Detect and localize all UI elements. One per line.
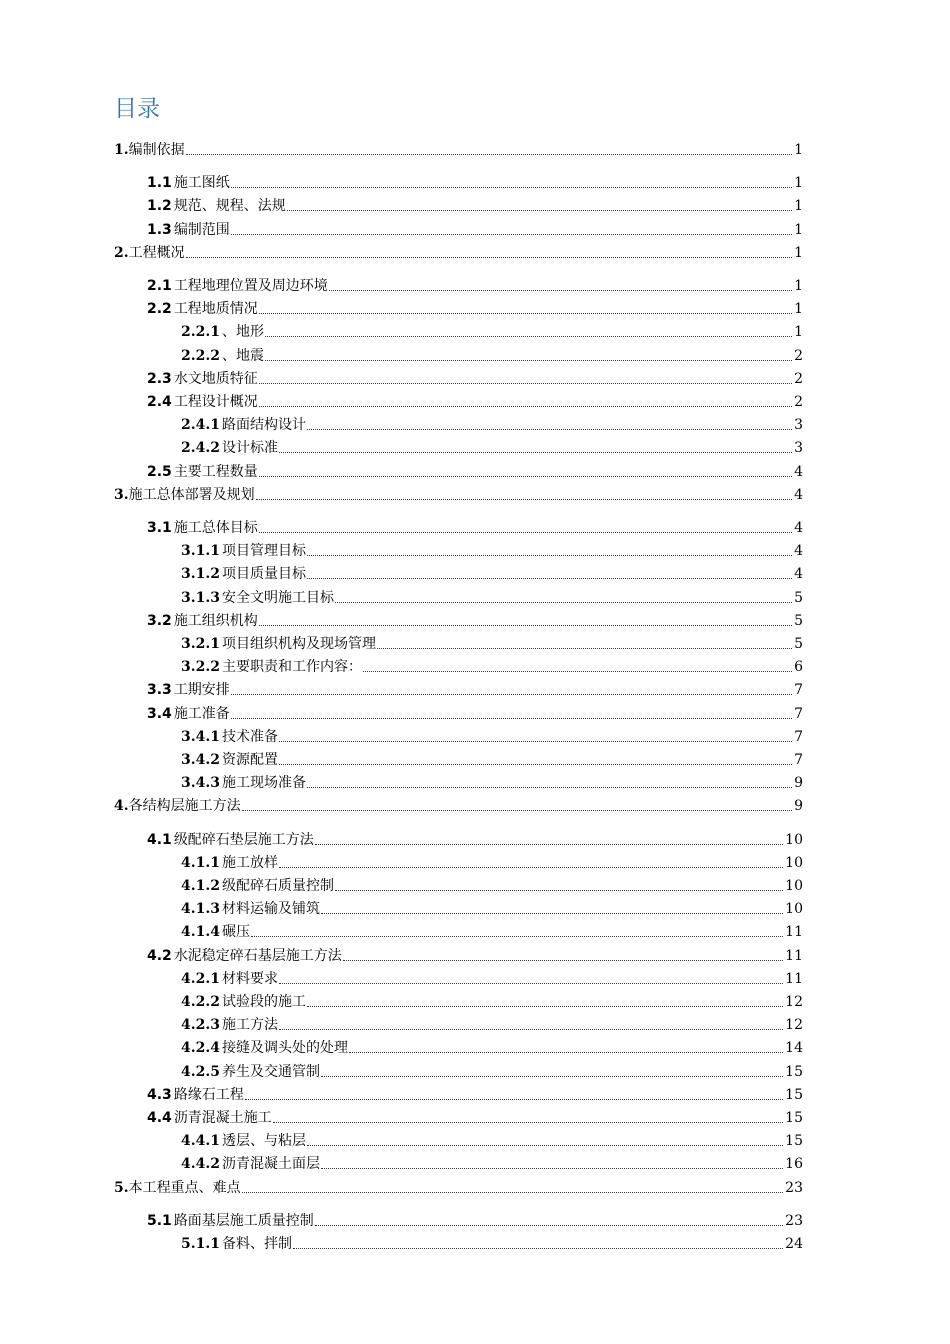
toc-entry[interactable] <box>181 1039 803 1057</box>
toc-entry-number: 3.3 <box>147 682 172 698</box>
toc-entry-number: 2.4 <box>147 394 172 410</box>
toc-entry-number: 3.4 <box>147 706 172 722</box>
toc-dot-leader <box>287 209 792 211</box>
toc-entry-number: 5. <box>114 1180 129 1196</box>
toc-page-number: 1 <box>794 222 803 238</box>
toc-dot-leader <box>251 935 783 937</box>
toc-dot-leader <box>265 335 792 337</box>
toc-page-number: 23 <box>785 1213 803 1229</box>
toc-page-number: 11 <box>785 924 803 940</box>
toc-entry-title: 编制依据 <box>128 142 185 158</box>
toc-entry-number: 2.2.2 <box>181 348 220 364</box>
toc-dot-leader <box>307 428 792 430</box>
toc-entry[interactable] <box>181 854 803 872</box>
toc-entry-title: 材料运输及铺筑 <box>221 901 320 917</box>
toc-entry-title: 路面结构设计 <box>221 417 306 433</box>
toc-dot-leader <box>279 740 792 742</box>
toc-entry-number: 4. <box>114 798 129 814</box>
toc-entry[interactable] <box>147 221 803 239</box>
toc-entry[interactable] <box>181 589 803 607</box>
toc-entry-title: 工程地质情况 <box>173 301 258 317</box>
toc-page-number: 15 <box>785 1133 803 1149</box>
toc-entry-title: 级配碎石质量控制 <box>221 878 334 894</box>
toc-page-number: 15 <box>785 1087 803 1103</box>
toc-entry-title: 规范、规程、法规 <box>173 198 286 214</box>
toc-dot-leader <box>265 359 792 361</box>
toc-dot-leader <box>259 382 792 384</box>
toc-entry-title: 试验段的施工 <box>221 994 306 1010</box>
toc-entry[interactable] <box>147 1212 803 1230</box>
toc-page-number: 10 <box>785 832 803 848</box>
toc-entry[interactable] <box>147 519 803 537</box>
toc-page-number: 7 <box>794 729 803 745</box>
toc-dot-leader <box>377 647 792 649</box>
toc-dot-leader <box>279 866 783 868</box>
toc-entry-title: 、地震 <box>221 348 264 364</box>
toc-entry-number: 4.1 <box>147 832 172 848</box>
toc-dot-leader <box>259 531 792 533</box>
toc-entry[interactable] <box>114 797 803 815</box>
toc-entry-number: 4.2 <box>147 948 172 964</box>
toc-entry-number: 1.2 <box>147 198 172 214</box>
toc-entry-title: 施工现场准备 <box>221 775 306 791</box>
toc-entry-title: 主要职责和工作内容： <box>221 659 362 675</box>
toc-page-number: 10 <box>785 901 803 917</box>
toc-entry-number: 2.2 <box>147 301 172 317</box>
toc-entry-title: 水泥稳定碎石基层施工方法 <box>173 948 342 964</box>
toc-dot-leader <box>293 1247 783 1249</box>
toc-entry-number: 3. <box>114 487 129 503</box>
toc-dot-leader <box>279 451 792 453</box>
toc-dot-leader <box>186 256 792 258</box>
toc-entry-title: 碾压 <box>221 924 250 940</box>
toc-entry[interactable] <box>181 658 803 676</box>
toc-dot-leader <box>315 1224 783 1226</box>
toc-dot-leader <box>335 601 792 603</box>
toc-entry-title: 主要工程数量 <box>173 464 258 480</box>
toc-entry-number: 2.2.1 <box>181 324 220 340</box>
toc-page-number: 1 <box>794 278 803 294</box>
toc-page-number: 2 <box>794 348 803 364</box>
toc-entry-title: 工期安排 <box>173 682 230 698</box>
toc-page-number: 1 <box>794 175 803 191</box>
toc-entry-title: 路面基层施工质量控制 <box>173 1213 314 1229</box>
toc-entry-title: 编制范围 <box>173 222 230 238</box>
toc-page-number: 4 <box>794 543 803 559</box>
toc-entry-number: 3.4.3 <box>181 775 220 791</box>
toc-entry[interactable] <box>181 900 803 918</box>
toc-entry[interactable] <box>181 1132 803 1150</box>
toc-entry-number: 4.1.2 <box>181 878 220 894</box>
toc-entry-number: 4.1.3 <box>181 901 220 917</box>
toc-entry-number: 4.2.3 <box>181 1017 220 1033</box>
toc-entry-number: 4.4.1 <box>181 1133 220 1149</box>
toc-page-number: 11 <box>785 971 803 987</box>
toc-entry-number: 4.1.1 <box>181 855 220 871</box>
toc-entry[interactable] <box>114 244 803 262</box>
toc-entry-title: 施工准备 <box>173 706 230 722</box>
toc-dot-leader <box>231 693 792 695</box>
toc-entry-title: 沥青混凝土施工 <box>173 1110 272 1126</box>
toc-page-number: 2 <box>794 371 803 387</box>
toc-entry[interactable] <box>181 1235 803 1253</box>
toc-dot-leader <box>231 186 792 188</box>
toc-entry[interactable] <box>147 1086 803 1104</box>
toc-entry-number: 2. <box>114 245 129 261</box>
toc-entry-title: 养生及交通管制 <box>221 1064 320 1080</box>
toc-entry[interactable] <box>181 635 803 653</box>
toc-page-number: 1 <box>794 198 803 214</box>
toc-entry[interactable] <box>181 1016 803 1034</box>
toc-entry[interactable] <box>181 774 803 792</box>
toc-entry-number: 2.4.1 <box>181 417 220 433</box>
toc-dot-leader <box>259 312 792 314</box>
toc-page-number: 14 <box>785 1040 803 1056</box>
toc-page-number: 1 <box>794 324 803 340</box>
toc-dot-leader <box>329 289 792 291</box>
toc-entry-title: 本工程重点、难点 <box>128 1180 241 1196</box>
toc-dot-leader <box>321 1075 783 1077</box>
toc-entry-number: 1. <box>114 142 129 158</box>
toc-entry-number: 3.1.3 <box>181 590 220 606</box>
toc-page-number: 4 <box>794 520 803 536</box>
toc-entry[interactable] <box>114 486 803 504</box>
toc-page-number: 9 <box>794 798 803 814</box>
toc-entry-number: 1.1 <box>147 175 172 191</box>
toc-entry[interactable] <box>147 277 803 295</box>
toc-dot-leader <box>231 233 792 235</box>
toc-entry-title: 透层、与粘层 <box>221 1133 306 1149</box>
toc-page-number: 7 <box>794 752 803 768</box>
toc-entry-number: 4.2.1 <box>181 971 220 987</box>
toc-entry[interactable] <box>181 439 803 457</box>
toc-entry[interactable] <box>181 728 803 746</box>
toc-entry-title: 水文地质特征 <box>173 371 258 387</box>
toc-page-number: 1 <box>794 301 803 317</box>
toc-entry-number: 2.1 <box>147 278 172 294</box>
toc-dot-leader <box>242 809 792 811</box>
toc-dot-leader <box>279 763 792 765</box>
toc-dot-leader <box>335 889 783 891</box>
toc-entry-number: 5.1 <box>147 1213 172 1229</box>
toc-entry-title: 技术准备 <box>221 729 278 745</box>
toc-entry-title: 安全文明施工目标 <box>221 590 334 606</box>
toc-entry-title: 路缘石工程 <box>173 1087 244 1103</box>
toc-entry-title: 工程概况 <box>128 245 185 261</box>
toc-entry-number: 4.3 <box>147 1087 172 1103</box>
toc-dot-leader <box>186 153 792 155</box>
toc-entry-number: 3.1.2 <box>181 566 220 582</box>
toc-dot-leader <box>343 959 783 961</box>
toc-dot-leader <box>273 1121 783 1123</box>
toc-page-number: 3 <box>794 417 803 433</box>
toc-entry[interactable] <box>147 1109 803 1127</box>
toc-page-number: 5 <box>794 613 803 629</box>
toc-title: 目录 <box>114 96 160 122</box>
toc-page-number: 1 <box>794 245 803 261</box>
toc-entry-title: 施工方法 <box>221 1017 278 1033</box>
toc-entry-title: 各结构层施工方法 <box>128 798 241 814</box>
toc-entry-number: 1.3 <box>147 222 172 238</box>
toc-entry[interactable] <box>181 1063 803 1081</box>
toc-entry-number: 4.1.4 <box>181 924 220 940</box>
toc-entry[interactable] <box>147 370 803 388</box>
toc-page-number: 12 <box>785 994 803 1010</box>
toc-dot-leader <box>259 624 792 626</box>
toc-page-number: 7 <box>794 706 803 722</box>
toc-entry-number: 5.1.1 <box>181 1236 220 1252</box>
toc-entry-number: 2.4.2 <box>181 440 220 456</box>
toc-entry-title: 资源配置 <box>221 752 278 768</box>
toc-entry-number: 3.1 <box>147 520 172 536</box>
toc-dot-leader <box>231 717 792 719</box>
toc-entry[interactable] <box>181 416 803 434</box>
toc-dot-leader <box>307 1144 783 1146</box>
toc-entry-title: 设计标准 <box>221 440 278 456</box>
toc-entry-title: 施工图纸 <box>173 175 230 191</box>
toc-entry[interactable] <box>147 174 803 192</box>
toc-dot-leader <box>363 670 792 672</box>
toc-entry-title: 项目质量目标 <box>221 566 306 582</box>
toc-entry-number: 2.3 <box>147 371 172 387</box>
toc-entry-title: 备料、拌制 <box>221 1236 292 1252</box>
toc-entry[interactable] <box>147 681 803 699</box>
toc-entry[interactable] <box>181 993 803 1011</box>
toc-page-number: 4 <box>794 464 803 480</box>
toc-page-number: 7 <box>794 682 803 698</box>
toc-dot-leader <box>307 786 792 788</box>
toc-entry-title: 项目管理目标 <box>221 543 306 559</box>
toc-dot-leader <box>279 1028 783 1030</box>
toc-entry-title: 、地形 <box>221 324 264 340</box>
toc-page-number: 12 <box>785 1017 803 1033</box>
toc-entry[interactable] <box>147 612 803 630</box>
toc-page-number: 10 <box>785 878 803 894</box>
toc-entry[interactable] <box>147 831 803 849</box>
toc-page-number: 3 <box>794 440 803 456</box>
toc-entry[interactable] <box>114 141 803 159</box>
toc-page-number: 10 <box>785 855 803 871</box>
toc-entry[interactable] <box>147 705 803 723</box>
toc-page-number: 15 <box>785 1064 803 1080</box>
toc-page-number: 23 <box>785 1180 803 1196</box>
toc-entry[interactable] <box>147 463 803 481</box>
toc-entry-number: 3.2.1 <box>181 636 220 652</box>
toc-entry-number: 4.2.5 <box>181 1064 220 1080</box>
toc-entry-number: 4.4 <box>147 1110 172 1126</box>
toc-dot-leader <box>307 554 792 556</box>
toc-entry[interactable] <box>181 542 803 560</box>
toc-page-number: 16 <box>785 1156 803 1172</box>
toc-entry[interactable] <box>147 393 803 411</box>
toc-entry[interactable] <box>147 300 803 318</box>
toc-entry[interactable] <box>181 970 803 988</box>
toc-entry-title: 级配碎石垫层施工方法 <box>173 832 314 848</box>
toc-dot-leader <box>279 982 783 984</box>
toc-page-number: 4 <box>794 566 803 582</box>
toc-entry-number: 4.4.2 <box>181 1156 220 1172</box>
toc-entry-title: 工程设计概况 <box>173 394 258 410</box>
toc-entry[interactable] <box>147 197 803 215</box>
toc-page-number: 2 <box>794 394 803 410</box>
toc-dot-leader <box>321 1167 783 1169</box>
toc-entry-number: 3.2.2 <box>181 659 220 675</box>
toc-page-number: 5 <box>794 590 803 606</box>
toc-entry-title: 工程地理位置及周边环境 <box>173 278 328 294</box>
toc-entry[interactable] <box>181 323 803 341</box>
toc-entry-title: 施工放样 <box>221 855 278 871</box>
toc-entry[interactable] <box>181 923 803 941</box>
toc-entry-number: 3.4.2 <box>181 752 220 768</box>
toc-dot-leader <box>259 475 792 477</box>
toc-entry[interactable] <box>181 751 803 769</box>
toc-entry-number: 4.2.4 <box>181 1040 220 1056</box>
toc-page-number: 24 <box>785 1236 803 1252</box>
toc-entry-number: 2.5 <box>147 464 172 480</box>
toc-entry[interactable] <box>181 565 803 583</box>
toc-page-number: 15 <box>785 1110 803 1126</box>
toc-dot-leader <box>245 1098 783 1100</box>
toc-entry[interactable] <box>147 947 803 965</box>
toc-entry-title: 施工总体部署及规划 <box>128 487 255 503</box>
toc-dot-leader <box>321 912 783 914</box>
toc-entry[interactable] <box>181 1155 803 1173</box>
toc-entry[interactable] <box>181 347 803 365</box>
toc-page-number: 4 <box>794 487 803 503</box>
toc-entry-title: 材料要求 <box>221 971 278 987</box>
toc-entry-number: 4.2.2 <box>181 994 220 1010</box>
toc-entry[interactable] <box>114 1179 803 1197</box>
toc-page-number: 5 <box>794 636 803 652</box>
toc-entry-title: 施工组织机构 <box>173 613 258 629</box>
toc-entry[interactable] <box>181 877 803 895</box>
toc-dot-leader <box>307 1005 783 1007</box>
toc-entry-title: 施工总体目标 <box>173 520 258 536</box>
toc-page-number: 9 <box>794 775 803 791</box>
toc-page-number: 11 <box>785 948 803 964</box>
toc-page-number: 6 <box>794 659 803 675</box>
toc-entry-number: 3.1.1 <box>181 543 220 559</box>
toc-entry-title: 沥青混凝土面层 <box>221 1156 320 1172</box>
toc-dot-leader <box>259 405 792 407</box>
toc-dot-leader <box>315 843 783 845</box>
toc-dot-leader <box>242 1191 784 1193</box>
toc-entry-title: 项目组织机构及现场管理 <box>221 636 376 652</box>
toc-page-number: 1 <box>794 142 803 158</box>
toc-dot-leader <box>349 1051 783 1053</box>
toc-entry-number: 3.2 <box>147 613 172 629</box>
toc-entry-title: 接缝及调头处的处理 <box>221 1040 348 1056</box>
toc-dot-leader <box>307 577 792 579</box>
toc-dot-leader <box>256 498 792 500</box>
toc-entry-number: 3.4.1 <box>181 729 220 745</box>
